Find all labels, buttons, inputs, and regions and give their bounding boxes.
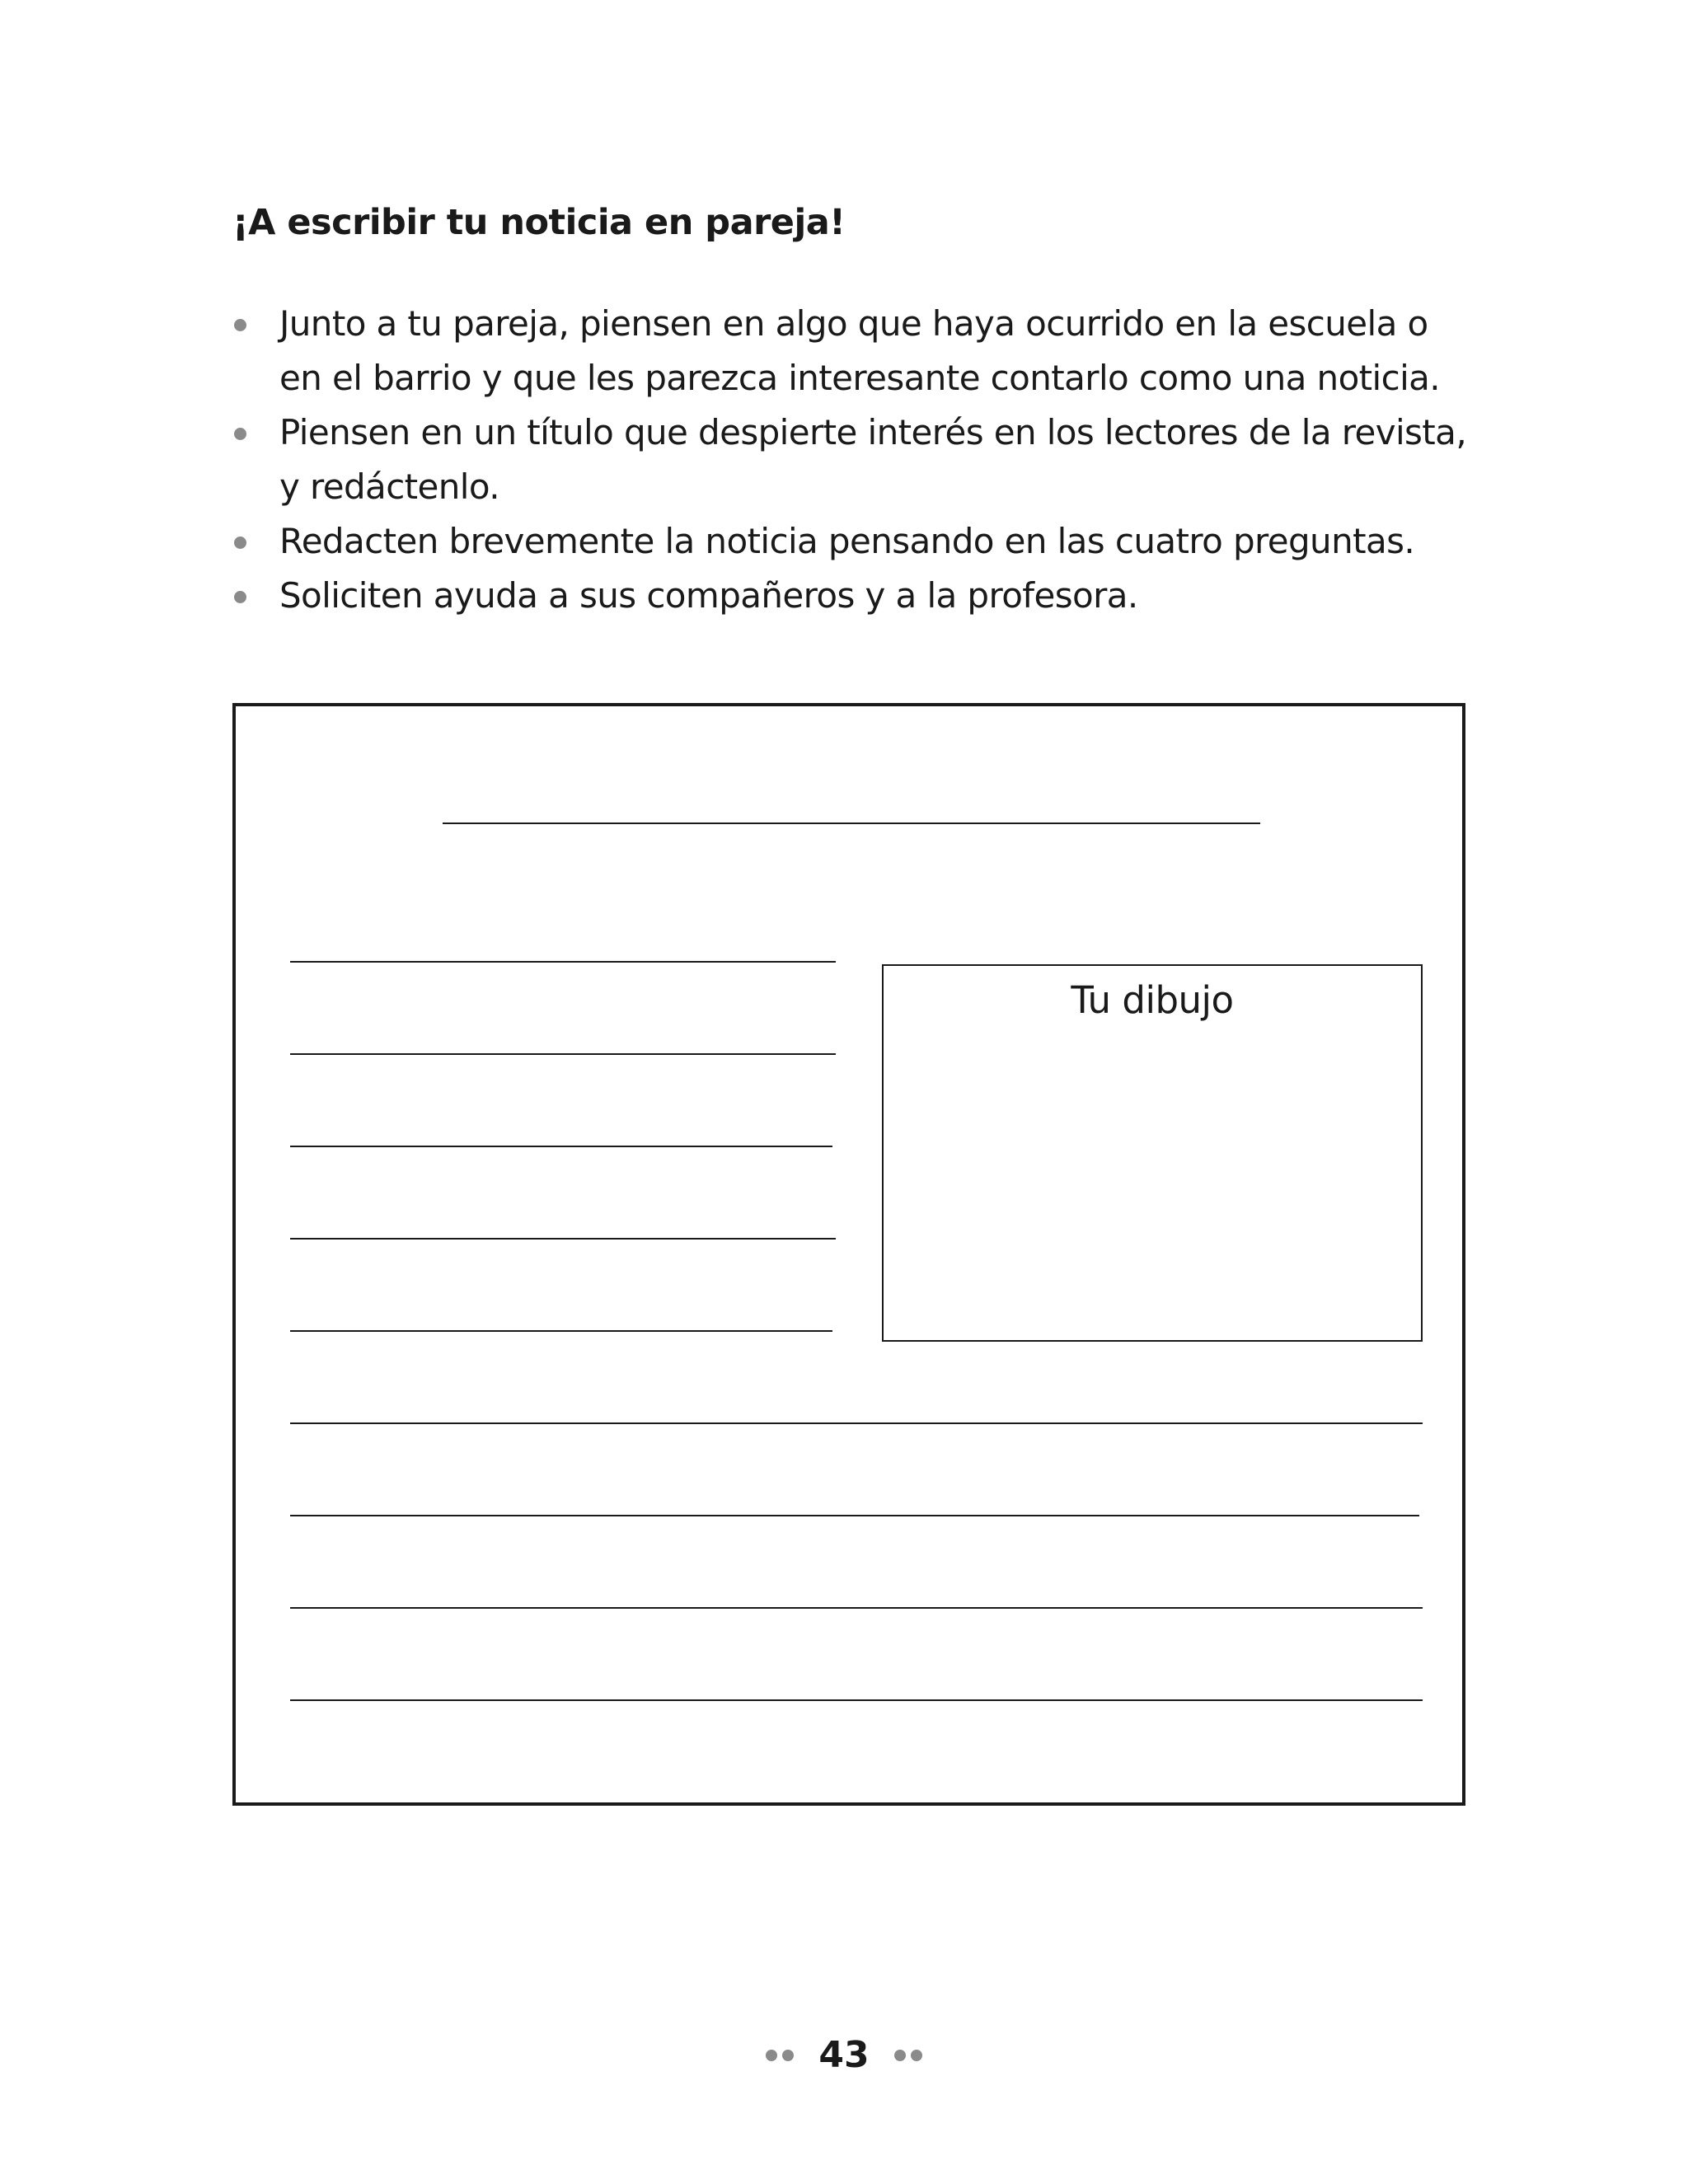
bullet-dot-icon (234, 591, 246, 603)
instruction-text: Redacten brevemente la noticia pensando en las cuatro preguntas. (279, 521, 1415, 561)
instruction-item (232, 569, 1485, 623)
headline-writing-line[interactable] (443, 823, 1260, 824)
writing-line[interactable] (290, 1607, 1423, 1609)
writing-line[interactable] (290, 961, 836, 963)
writing-line[interactable] (290, 1330, 832, 1332)
instruction-item (232, 514, 1485, 569)
dot-icon (894, 2050, 906, 2061)
instruction-text: Junto a tu pareja, piensen en algo que haya ocurrido en la escuela o (279, 303, 1428, 344)
bullet-dot-icon (234, 428, 246, 440)
page-footer (0, 2034, 1688, 2076)
bullet-dot-icon (234, 319, 246, 331)
writing-line[interactable] (290, 1699, 1423, 1701)
writing-line[interactable] (290, 1515, 1419, 1516)
instruction-text: y redáctenlo. (279, 466, 499, 507)
page-number: 43 (818, 2034, 870, 2076)
activity-title: ¡A escribir tu noticia en pareja! (232, 202, 846, 243)
dot-icon (782, 2050, 794, 2061)
instruction-text: Soliciten ayuda a sus compañeros y a la profesora. (279, 575, 1138, 616)
writing-line[interactable] (290, 1238, 836, 1240)
drawing-box[interactable] (882, 964, 1423, 1342)
instruction-list (232, 297, 1485, 623)
dot-icon (911, 2050, 922, 2061)
writing-line[interactable] (290, 1422, 1423, 1424)
drawing-box-label: Tu dibujo (1071, 978, 1234, 1022)
instruction-text: en el barrio y que les parezca interesante contarlo como una noticia. (279, 358, 1441, 398)
writing-line[interactable] (290, 1053, 836, 1055)
writing-line[interactable] (290, 1146, 832, 1147)
instruction-item (232, 297, 1485, 405)
instruction-item (232, 405, 1485, 514)
instruction-text: Piensen en un título que despierte interés en los lectores de la revista, (279, 412, 1467, 452)
bullet-dot-icon (234, 537, 246, 549)
dot-icon (766, 2050, 777, 2061)
